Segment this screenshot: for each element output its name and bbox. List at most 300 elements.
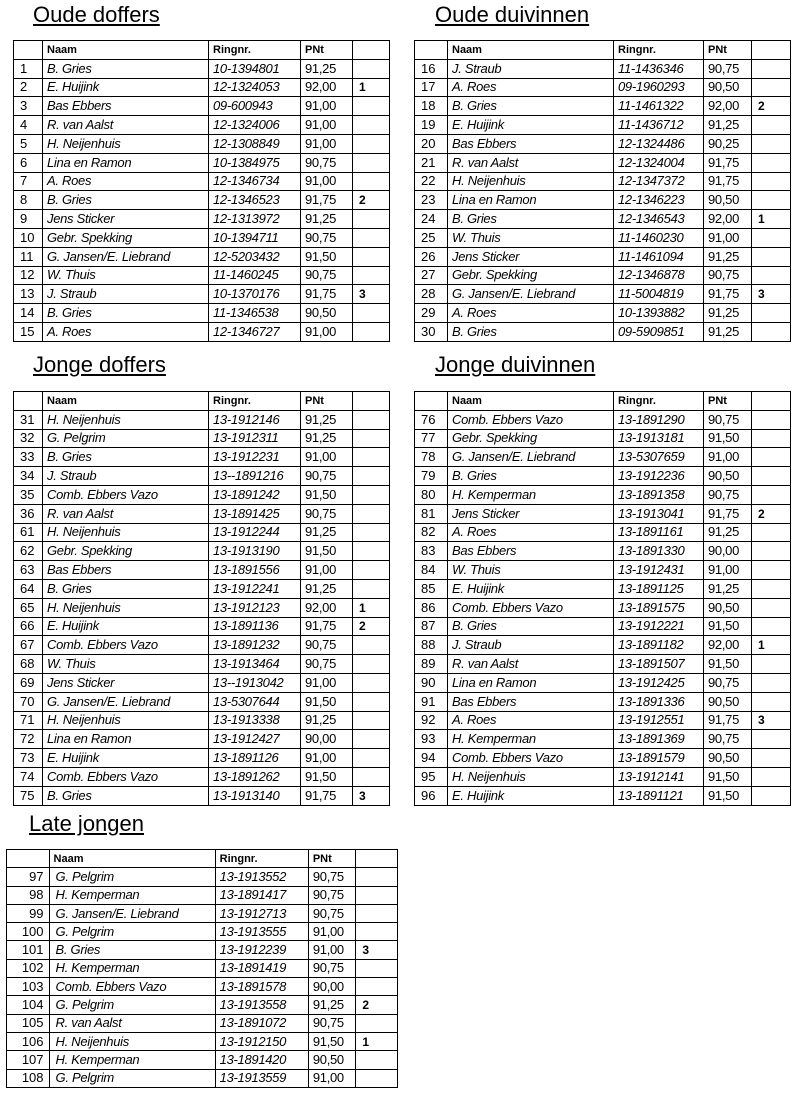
cell-naam: H. Neijenhuis: [43, 134, 209, 153]
cell-ringnr: 13-1891358: [614, 485, 704, 504]
cell-number: 65: [14, 598, 43, 617]
cell-pnt: 92,00: [704, 210, 752, 229]
cell-number: 96: [415, 786, 448, 805]
cell-number: 12: [14, 266, 43, 285]
cell-ringnr: 12-1346223: [614, 191, 704, 210]
cell-ringnr: 13-1913555: [215, 923, 308, 941]
cell-pnt: 91,25: [301, 711, 353, 730]
cell-pnt: 91,75: [301, 191, 353, 210]
header-nr: [415, 41, 448, 60]
cell-pnt: 91,50: [704, 617, 752, 636]
cell-pnt: 91,00: [301, 448, 353, 467]
cell-naam: H. Kemperman: [49, 1051, 215, 1069]
results-table-late-jongen: [6, 849, 398, 1088]
cell-number: 34: [14, 467, 43, 486]
cell-naam: J. Straub: [448, 636, 614, 655]
table-row: [415, 134, 791, 153]
cell-naam: Comb. Ebbers Vazo: [448, 749, 614, 768]
cell-ringnr: 13-1912123: [209, 598, 301, 617]
header-place: [752, 41, 791, 60]
header-place: [752, 392, 791, 411]
table-row: [415, 429, 791, 448]
cell-number: 66: [14, 617, 43, 636]
cell-number: 10: [14, 228, 43, 247]
cell-naam: B. Gries: [43, 786, 209, 805]
cell-pnt: 90,50: [704, 467, 752, 486]
cell-place: 2: [752, 97, 791, 116]
cell-place: [752, 448, 791, 467]
cell-ringnr: 12-1308849: [209, 134, 301, 153]
cell-pnt: 90,50: [704, 692, 752, 711]
cell-number: 81: [415, 504, 448, 523]
cell-ringnr: 12-1346727: [209, 322, 301, 341]
cell-number: 84: [415, 561, 448, 580]
cell-naam: W. Thuis: [448, 561, 614, 580]
cell-ringnr: 12-1346523: [209, 191, 301, 210]
cell-ringnr: 13-5307659: [614, 448, 704, 467]
cell-naam: Comb. Ebbers Vazo: [43, 636, 209, 655]
cell-pnt: 91,50: [704, 767, 752, 786]
cell-pnt: 90,75: [704, 673, 752, 692]
cell-number: 30: [415, 322, 448, 341]
table-row: [415, 730, 791, 749]
table-row: [14, 210, 390, 229]
cell-place: [752, 116, 791, 135]
header-ringnr: Ringnr.: [209, 392, 301, 411]
cell-naam: B. Gries: [49, 941, 215, 959]
cell-number: 82: [415, 523, 448, 542]
cell-pnt: 91,50: [704, 655, 752, 674]
header-nr: [14, 392, 43, 411]
cell-naam: E. Huijink: [448, 116, 614, 135]
cell-number: 88: [415, 636, 448, 655]
cell-place: [356, 1014, 398, 1032]
cell-naam: Bas Ebbers: [43, 97, 209, 116]
cell-naam: G. Pelgrim: [49, 923, 215, 941]
header-naam: Naam: [49, 850, 215, 868]
cell-number: 29: [415, 304, 448, 323]
cell-place: [353, 655, 390, 674]
cell-pnt: 91,25: [704, 304, 752, 323]
table-row: [14, 598, 390, 617]
cell-pnt: 91,75: [704, 285, 752, 304]
cell-naam: W. Thuis: [43, 655, 209, 674]
cell-pnt: 91,00: [704, 448, 752, 467]
cell-pnt: 90,75: [308, 904, 356, 922]
table-row: [415, 410, 791, 429]
cell-naam: H. Kemperman: [448, 485, 614, 504]
table-row: [14, 78, 390, 97]
cell-number: 83: [415, 542, 448, 561]
table-row: [415, 304, 791, 323]
cell-pnt: 90,50: [308, 1051, 356, 1069]
cell-number: 22: [415, 172, 448, 191]
cell-number: 101: [7, 941, 50, 959]
cell-place: [752, 247, 791, 266]
cell-ringnr: 13-1891161: [614, 523, 704, 542]
results-table-jonge-duivinnen: [414, 391, 791, 806]
table-row: [415, 322, 791, 341]
cell-pnt: 91,25: [704, 116, 752, 135]
cell-number: 86: [415, 598, 448, 617]
cell-number: 32: [14, 429, 43, 448]
cell-pnt: 91,50: [308, 1032, 356, 1050]
cell-number: 23: [415, 191, 448, 210]
cell-pnt: 91,50: [704, 429, 752, 448]
cell-naam: J. Straub: [43, 285, 209, 304]
cell-pnt: 90,75: [704, 410, 752, 429]
cell-naam: Bas Ebbers: [448, 542, 614, 561]
cell-pnt: 91,75: [704, 504, 752, 523]
table-row: [14, 247, 390, 266]
cell-place: 2: [752, 504, 791, 523]
results-table-jonge-doffers: [13, 391, 390, 806]
cell-number: 17: [415, 78, 448, 97]
cell-place: [356, 959, 398, 977]
cell-place: [752, 655, 791, 674]
table-row: [14, 504, 390, 523]
cell-place: [752, 429, 791, 448]
table-row: [415, 523, 791, 542]
cell-ringnr: 13-1913181: [614, 429, 704, 448]
cell-number: 97: [7, 868, 50, 886]
cell-number: 95: [415, 767, 448, 786]
table-header-row: [415, 392, 791, 411]
cell-number: 18: [415, 97, 448, 116]
cell-naam: A. Roes: [448, 78, 614, 97]
cell-naam: R. van Aalst: [43, 504, 209, 523]
cell-ringnr: 13-5307644: [209, 692, 301, 711]
cell-naam: H. Neijenhuis: [43, 598, 209, 617]
table-row: [14, 692, 390, 711]
cell-ringnr: 13--1891216: [209, 467, 301, 486]
cell-pnt: 91,25: [301, 579, 353, 598]
cell-naam: E. Huijink: [43, 617, 209, 636]
cell-number: 87: [415, 617, 448, 636]
cell-place: [353, 767, 390, 786]
table-row: [14, 523, 390, 542]
cell-pnt: 90,75: [301, 266, 353, 285]
header-pnt: PNt: [308, 850, 356, 868]
results-table-oude-doffers: [13, 40, 390, 342]
table-row: [14, 153, 390, 172]
cell-ringnr: 10-1370176: [209, 285, 301, 304]
cell-ringnr: 13-1891417: [215, 886, 308, 904]
cell-pnt: 91,50: [301, 485, 353, 504]
cell-number: 89: [415, 655, 448, 674]
cell-number: 76: [415, 410, 448, 429]
cell-pnt: 91,00: [301, 561, 353, 580]
cell-number: 13: [14, 285, 43, 304]
cell-ringnr: 10-1393882: [614, 304, 704, 323]
cell-pnt: 90,00: [308, 978, 356, 996]
header-pnt: PNt: [704, 392, 752, 411]
cell-number: 8: [14, 191, 43, 210]
cell-place: [356, 978, 398, 996]
table-row: [7, 996, 398, 1014]
cell-place: [752, 153, 791, 172]
cell-pnt: 90,75: [301, 655, 353, 674]
cell-place: 1: [752, 210, 791, 229]
cell-pnt: 91,75: [704, 172, 752, 191]
cell-place: [353, 210, 390, 229]
table-row: [415, 210, 791, 229]
table-row: [7, 886, 398, 904]
cell-place: [356, 1051, 398, 1069]
cell-naam: E. Huijink: [43, 749, 209, 768]
cell-naam: R. van Aalst: [448, 153, 614, 172]
cell-naam: G. Pelgrim: [43, 429, 209, 448]
cell-naam: B. Gries: [43, 448, 209, 467]
cell-place: [353, 561, 390, 580]
cell-number: 20: [415, 134, 448, 153]
cell-ringnr: 12-1324053: [209, 78, 301, 97]
cell-place: [353, 673, 390, 692]
cell-naam: A. Roes: [448, 304, 614, 323]
cell-ringnr: 13-1913190: [209, 542, 301, 561]
cell-naam: R. van Aalst: [49, 1014, 215, 1032]
cell-naam: Comb. Ebbers Vazo: [448, 410, 614, 429]
cell-place: [752, 266, 791, 285]
table-row: [7, 941, 398, 959]
cell-place: [353, 429, 390, 448]
cell-place: [353, 322, 390, 341]
cell-ringnr: 13-1912244: [209, 523, 301, 542]
cell-pnt: 91,25: [308, 996, 356, 1014]
cell-naam: Lina en Ramon: [43, 730, 209, 749]
cell-place: [752, 172, 791, 191]
cell-ringnr: 12-1346734: [209, 172, 301, 191]
header-place: [353, 41, 390, 60]
cell-number: 3: [14, 97, 43, 116]
cell-number: 91: [415, 692, 448, 711]
cell-place: 1: [356, 1032, 398, 1050]
cell-number: 11: [14, 247, 43, 266]
cell-place: [353, 749, 390, 768]
table-row: [415, 579, 791, 598]
cell-naam: H. Kemperman: [49, 959, 215, 977]
table-row: [14, 617, 390, 636]
cell-place: [353, 247, 390, 266]
cell-naam: Gebr. Spekking: [43, 228, 209, 247]
table-row: [14, 636, 390, 655]
table-row: [415, 172, 791, 191]
cell-ringnr: 11-1436346: [614, 59, 704, 78]
table-row: [7, 904, 398, 922]
cell-place: [356, 886, 398, 904]
cell-pnt: 91,50: [301, 692, 353, 711]
cell-place: [353, 467, 390, 486]
cell-ringnr: 13--1913042: [209, 673, 301, 692]
cell-pnt: 91,25: [301, 210, 353, 229]
header-ringnr: Ringnr.: [614, 41, 704, 60]
table-row: [14, 467, 390, 486]
cell-pnt: 91,00: [301, 673, 353, 692]
cell-naam: G. Jansen/E. Liebrand: [49, 904, 215, 922]
cell-ringnr: 12-1346543: [614, 210, 704, 229]
cell-number: 78: [415, 448, 448, 467]
cell-pnt: 92,00: [301, 598, 353, 617]
cell-ringnr: 13-1891507: [614, 655, 704, 674]
cell-place: [356, 868, 398, 886]
cell-ringnr: 13-1891369: [614, 730, 704, 749]
table-row: [415, 692, 791, 711]
cell-naam: Lina en Ramon: [448, 673, 614, 692]
cell-ringnr: 13-1891290: [614, 410, 704, 429]
cell-pnt: 91,00: [301, 172, 353, 191]
cell-number: 33: [14, 448, 43, 467]
cell-ringnr: 13-1912236: [614, 467, 704, 486]
cell-number: 73: [14, 749, 43, 768]
cell-ringnr: 13-1891336: [614, 692, 704, 711]
table-row: [7, 923, 398, 941]
cell-ringnr: 12-1347372: [614, 172, 704, 191]
cell-naam: Bas Ebbers: [448, 134, 614, 153]
cell-place: [353, 542, 390, 561]
table-row: [415, 636, 791, 655]
table-row: [14, 730, 390, 749]
header-naam: Naam: [43, 41, 209, 60]
table-row: [14, 228, 390, 247]
cell-naam: Jens Sticker: [448, 504, 614, 523]
cell-number: 106: [7, 1032, 50, 1050]
results-table-oude-duivinnen: [414, 40, 791, 342]
cell-place: [752, 673, 791, 692]
cell-pnt: 90,50: [704, 598, 752, 617]
cell-ringnr: 13-1913552: [215, 868, 308, 886]
cell-pnt: 91,50: [704, 786, 752, 805]
cell-pnt: 92,00: [704, 636, 752, 655]
table-row: [415, 598, 791, 617]
header-ringnr: Ringnr.: [614, 392, 704, 411]
cell-ringnr: 13-1891330: [614, 542, 704, 561]
cell-pnt: 90,00: [704, 542, 752, 561]
cell-pnt: 90,75: [301, 153, 353, 172]
cell-number: 27: [415, 266, 448, 285]
cell-naam: B. Gries: [448, 467, 614, 486]
cell-naam: G. Pelgrim: [49, 1069, 215, 1087]
cell-naam: A. Roes: [43, 322, 209, 341]
table-header-row: [7, 850, 398, 868]
cell-naam: H. Neijenhuis: [448, 767, 614, 786]
cell-place: [353, 692, 390, 711]
cell-ringnr: 13-1891579: [614, 749, 704, 768]
cell-place: 1: [752, 636, 791, 655]
cell-ringnr: 13-1891419: [215, 959, 308, 977]
cell-naam: Jens Sticker: [448, 247, 614, 266]
cell-naam: G. Pelgrim: [49, 868, 215, 886]
cell-place: [353, 485, 390, 504]
cell-ringnr: 11-1461094: [614, 247, 704, 266]
cell-naam: E. Huijink: [448, 579, 614, 598]
cell-ringnr: 13-1912239: [215, 941, 308, 959]
cell-number: 104: [7, 996, 50, 1014]
table-row: [14, 191, 390, 210]
section-title-oude-doffers: Oude doffers: [33, 2, 160, 27]
cell-place: [356, 1069, 398, 1087]
table-row: [7, 1051, 398, 1069]
cell-pnt: 91,00: [301, 322, 353, 341]
cell-pnt: 92,00: [301, 78, 353, 97]
cell-place: [353, 172, 390, 191]
cell-ringnr: 11-1460230: [614, 228, 704, 247]
cell-naam: Gebr. Spekking: [448, 429, 614, 448]
cell-ringnr: 09-5909851: [614, 322, 704, 341]
cell-pnt: 91,25: [301, 429, 353, 448]
table-row: [7, 959, 398, 977]
cell-ringnr: 12-1324006: [209, 116, 301, 135]
table-row: [415, 59, 791, 78]
cell-pnt: 91,75: [301, 285, 353, 304]
cell-number: 1: [14, 59, 43, 78]
cell-place: 3: [752, 711, 791, 730]
cell-place: [353, 153, 390, 172]
table-row: [7, 1069, 398, 1087]
cell-number: 100: [7, 923, 50, 941]
table-row: [14, 116, 390, 135]
cell-ringnr: 12-1324486: [614, 134, 704, 153]
cell-place: [752, 730, 791, 749]
cell-place: [752, 692, 791, 711]
table-row: [415, 485, 791, 504]
table-row: [14, 561, 390, 580]
cell-ringnr: 13-1891556: [209, 561, 301, 580]
cell-pnt: 91,25: [704, 247, 752, 266]
cell-pnt: 90,50: [704, 191, 752, 210]
table-row: [14, 266, 390, 285]
cell-ringnr: 13-1912150: [215, 1032, 308, 1050]
cell-number: 108: [7, 1069, 50, 1087]
cell-pnt: 91,25: [704, 322, 752, 341]
table-header-row: [14, 392, 390, 411]
cell-place: [752, 228, 791, 247]
cell-number: 2: [14, 78, 43, 97]
cell-pnt: 90,50: [704, 78, 752, 97]
table-row: [415, 467, 791, 486]
header-naam: Naam: [448, 392, 614, 411]
cell-place: [752, 410, 791, 429]
cell-pnt: 90,75: [301, 228, 353, 247]
cell-naam: Comb. Ebbers Vazo: [448, 598, 614, 617]
cell-ringnr: 12-1346878: [614, 266, 704, 285]
header-pnt: PNt: [704, 41, 752, 60]
table-row: [415, 153, 791, 172]
cell-place: [752, 467, 791, 486]
cell-number: 5: [14, 134, 43, 153]
cell-ringnr: 12-1313972: [209, 210, 301, 229]
table-row: [14, 579, 390, 598]
header-ringnr: Ringnr.: [209, 41, 301, 60]
table-row: [415, 767, 791, 786]
cell-ringnr: 13-1913140: [209, 786, 301, 805]
table-row: [415, 266, 791, 285]
cell-ringnr: 10-1384975: [209, 153, 301, 172]
cell-number: 16: [415, 59, 448, 78]
cell-naam: Comb. Ebbers Vazo: [43, 485, 209, 504]
cell-number: 28: [415, 285, 448, 304]
table-row: [415, 711, 791, 730]
table-row: [14, 285, 390, 304]
cell-ringnr: 13-1912231: [209, 448, 301, 467]
cell-number: 85: [415, 579, 448, 598]
cell-pnt: 91,75: [704, 711, 752, 730]
header-naam: Naam: [448, 41, 614, 60]
cell-pnt: 91,50: [301, 767, 353, 786]
cell-place: [353, 636, 390, 655]
cell-number: 67: [14, 636, 43, 655]
cell-place: 3: [353, 285, 390, 304]
cell-pnt: 90,25: [704, 134, 752, 153]
